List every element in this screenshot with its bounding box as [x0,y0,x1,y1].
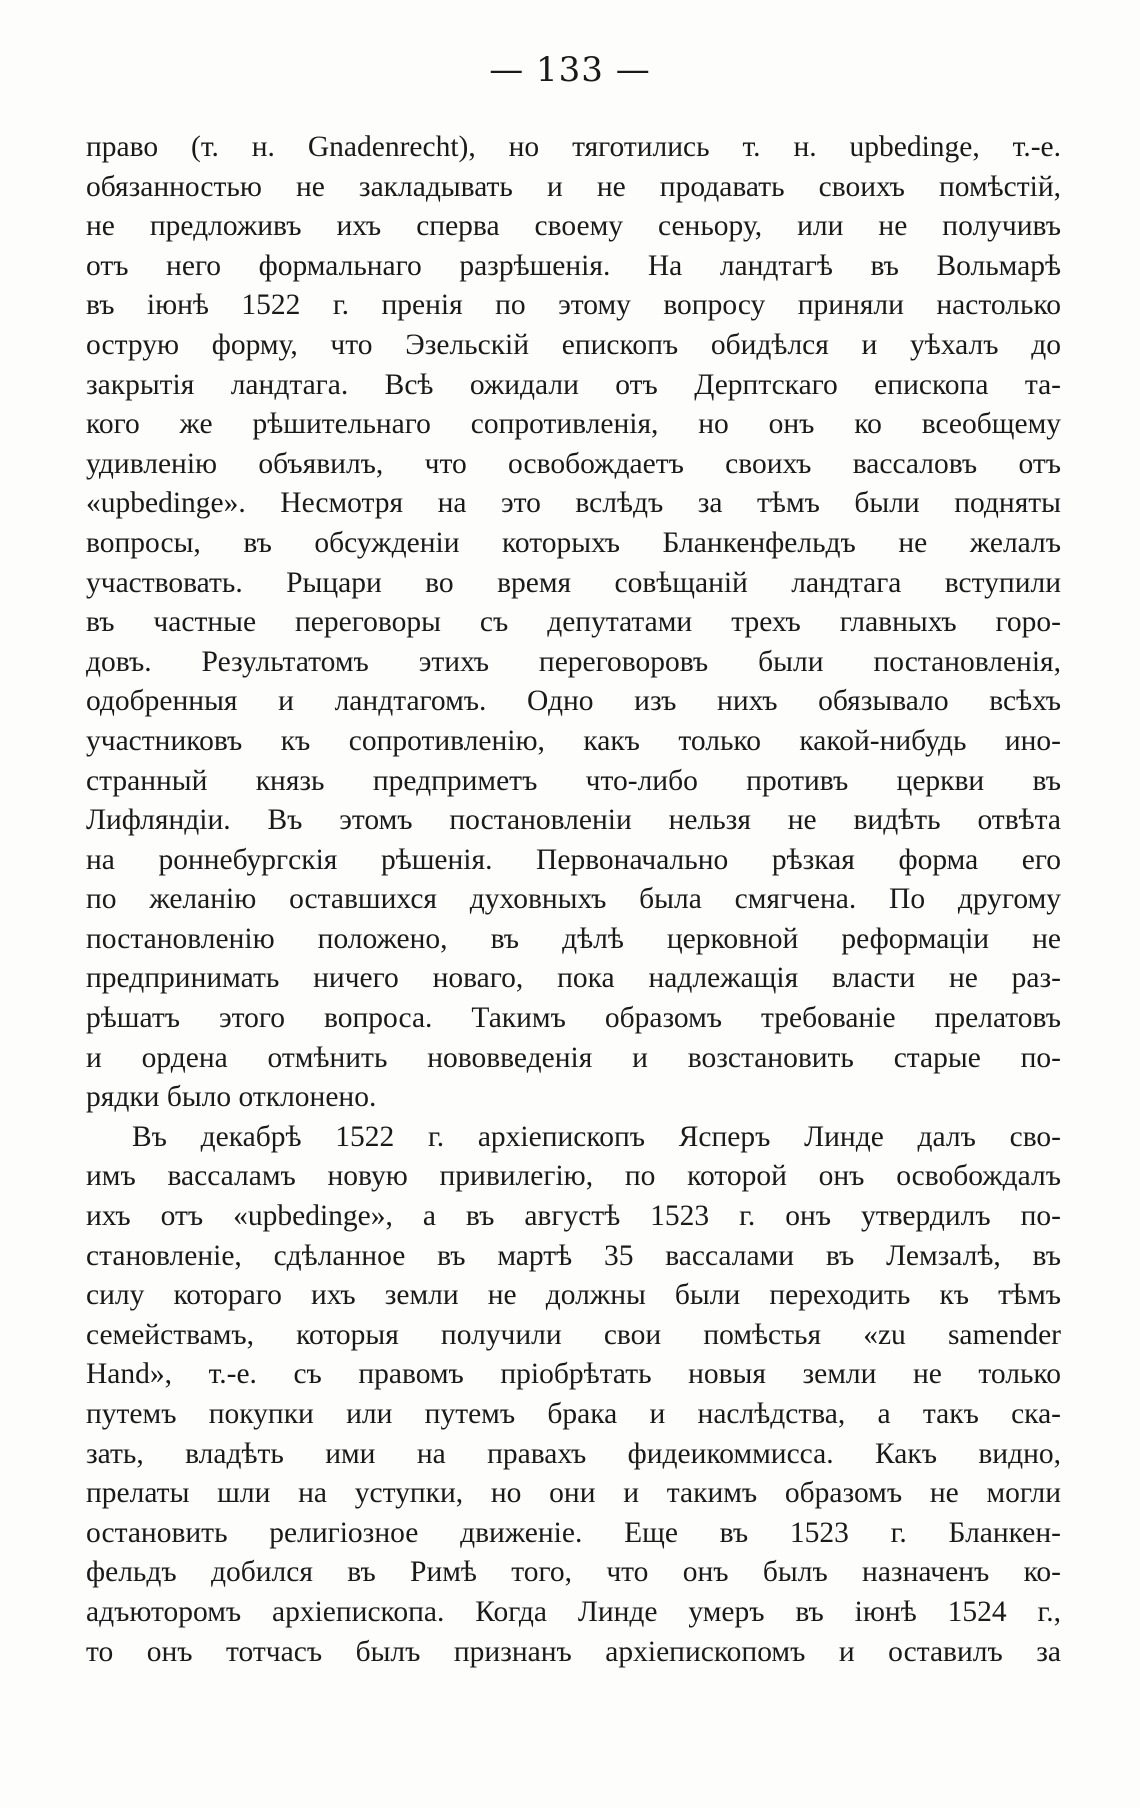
paragraph [86,1118,1061,1672]
text-line: имъ вассаламъ новую привилегію, по которой онъ освобождалъ [86,1160,1061,1193]
text-line: и ордена отмѣнить нововведенія и возстановить старые по- [86,1041,1061,1074]
text-line: фельдъ добился въ Римѣ того, что онъ былъ назначенъ ко- [86,1556,1061,1589]
text-line: въ іюнѣ 1522 г. пренія по этому вопросу приняли настолько [86,289,1061,322]
text-line: острую форму, что Эзельскій епископъ обидѣлся и уѣхалъ до [86,328,1061,361]
text-line: становленіе, сдѣланное въ мартѣ 35 вассалами въ Лемзалѣ, въ [86,1239,1061,1272]
text-line: то онъ тотчасъ былъ признанъ архіепископомъ и оставилъ за [86,1635,1061,1668]
text-line: остановить религіозное движеніе. Еще въ 1523 г. Бланкен- [86,1516,1061,1549]
text-line: не предложивъ ихъ сперва своему сеньору, или не получивъ [86,210,1061,243]
text-line: право (т. н. Gnadenrecht), но тяготились т. н. upbedinge, т.-е. [86,131,1061,163]
paragraph [86,128,1061,1118]
text-line: семействамъ, которыя получили свои помѣстья «zu samender [86,1318,1061,1351]
body-text [86,128,1061,1672]
text-line: вопросы, въ обсужденіи которыхъ Бланкенфельдъ не желалъ [86,526,1061,559]
text-line: постановленію положено, въ дѣлѣ церковной реформаціи не [86,922,1061,955]
text-line: прелаты шли на уступки, но они и такимъ образомъ не могли [86,1477,1061,1510]
text-line: удивленію объявилъ, что освобождаетъ своихъ вассаловъ отъ [86,447,1061,480]
text-line: странный князь предприметъ что-либо противъ церкви въ [86,764,1061,797]
text-line: зать, владѣть ими на правахъ фидеикоммисса. Какъ видно, [86,1437,1061,1470]
text-line: довъ. Результатомъ этихъ переговоровъ были постановленія, [86,645,1061,678]
text-line: на роннебургскія рѣшенія. Первоначально рѣзкая форма его [86,843,1061,876]
text-line: участниковъ къ сопротивленію, какъ только какой-нибудь ино- [86,724,1061,757]
text-line: кого же рѣшительнаго сопротивленія, но онъ ко всеобщему [86,408,1061,441]
text-line: «upbedinge». Несмотря на это вслѣдъ за тѣмъ были подняты [86,487,1061,520]
page-number: — 133 — [489,50,651,90]
text-line: Въ декабрѣ 1522 г. архіепископъ Ясперъ Линде далъ сво- [132,1120,1061,1153]
text-line: участвовать. Рыцари во время совѣщаній ландтага вступили [86,566,1061,599]
text-line: одобренныя и ландтагомъ. Одно изъ нихъ обязывало всѣхъ [86,685,1061,718]
text-line: обязанностью не закладывать и не продавать своихъ помѣстій, [86,170,1061,203]
text-line: ихъ отъ «upbedinge», а въ августѣ 1523 г. онъ утвердилъ по- [86,1200,1061,1233]
text-line: рѣшатъ этого вопроса. Такимъ образомъ требованіе прелатовъ [86,1002,1061,1035]
text-line: въ частные переговоры съ депутатами трехъ главныхъ горо- [86,606,1061,639]
text-line: отъ него формальнаго разрѣшенія. На ландтагѣ въ Вольмарѣ [86,249,1061,282]
text-line: по желанію оставшихся духовныхъ была смягчена. По другому [86,883,1061,916]
text-line: предпринимать ничего новаго, пока надлежащія власти не раз- [86,962,1061,995]
text-line: Лифляндіи. Въ этомъ постановленіи нельзя не видѣть отвѣта [86,804,1061,837]
text-line: рядки было отклонено. [86,1081,377,1114]
text-line: Hand», т.-е. съ правомъ пріобрѣтать новыя земли не только [86,1358,1061,1391]
text-line: закрытія ландтага. Всѣ ожидали отъ Дерптскаго епископа та- [86,368,1061,401]
text-line: силу котораго ихъ земли не должны были переходить къ тѣмъ [86,1279,1061,1312]
text-line: адъюторомъ архіепископа. Когда Линде умеръ въ іюнѣ 1524 г., [86,1595,1061,1628]
text-line: путемъ покупки или путемъ брака и наслѣдства, а такъ ска- [86,1398,1061,1430]
